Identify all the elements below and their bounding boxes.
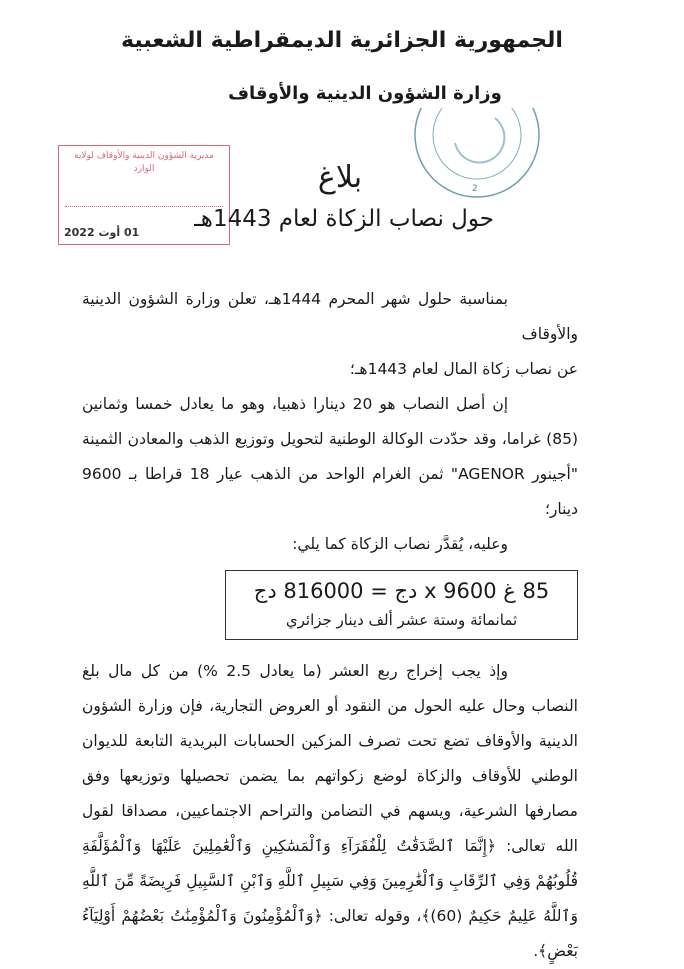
red-stamp-text: مديرية الشؤون الدينية والأوقاف لولاية الوارد <box>74 151 214 174</box>
nisab-calculation-box <box>225 570 578 640</box>
ministry-seal <box>410 108 545 208</box>
document-body <box>82 282 578 969</box>
nisab-formula: 85 غ x 9600 دج = 816000 دج <box>253 579 550 603</box>
paragraph-announcement-line2: عن نصاب زكاة المال لعام 1443هـ؛ <box>349 360 578 378</box>
republic-header: الجمهورية الجزائرية الديمقراطية الشعبية <box>121 28 563 53</box>
paragraph-nisab-origin: إن أصل النصاب هو 20 دينارا ذهبيا، وهو ما يعادل خمسا وثمانين (85) غراما، وقد حدّدت الوكالة الوطنية لتحويل وتوزيع الذهب والمعادن الثمينة "أجينور AGENOR" ثمن الغرام الواحد من الذهب عيار 18 قراطا بـ 9600 دينار؛ <box>82 395 578 518</box>
ministry-header: وزارة الشؤون الدينية والأوقاف <box>228 83 502 104</box>
document-title: بلاغ <box>317 160 363 195</box>
therefore-text: وعليه، يُقدَّر نصاب الزكاة كما يلي: <box>292 535 508 553</box>
paragraph-zakat-accounts: وإذ يجب إخراج ربع العشر (ما يعادل 2.5 %) من كل مال بلغ النصاب وحال عليه الحول من النقود أو العروض التجارية، فإن وزارة الشؤون الدينية والأوقاف تضع تحت تصرف المزكين الحسابات البريدية التابعة للديوان الوطني للأوقاف والزكاة لوضع زكواتهم بما يضمن تحصيلها وتوزيعها وفق مصارفها الشرعية، ويسهم في التضامن والتراحم الاجتماعيين، مصداقا لقول الله تعالى: ﴿إِنَّمَا ٱلصَّدَقَٰتُ لِلْفُقَرَآءِ وَٱلْمَسَٰكِينِ وَٱلْعَٰمِلِينَ عَلَيْهَا وَٱلْمُؤَلَّفَةِ قُلُوبُهُمْ وَفِي ٱلرِّقَابِ وَٱلْغَٰرِمِينَ وَفِي سَبِيلِ ٱللَّهِ وَٱبْنِ ٱلسَّبِيلِ فَرِيضَةً مِّنَ ٱللَّهِ وَٱللَّهُ عَلِيمٌ حَكِيمٌ (60)﴾، وقوله تعالى: ﴿وَٱلْمُؤْمِنُونَ وَٱلْمُؤْمِنَٰتُ بَعْضُهُمْ أَوْلِيَآءُ بَعْضٍ﴾. <box>82 662 578 960</box>
nisab-in-words: ثمانمائة وستة عشر ألف دينار جزائري <box>285 611 518 629</box>
document-subtitle: حول نصاب الزكاة لعام 1443هـ <box>194 206 494 232</box>
paragraph-announcement-line1: بمناسبة حلول شهر المحرم 1444هـ، تعلن وزارة الشؤون الدينية والأوقاف <box>82 290 578 343</box>
seal-number: 2 <box>472 184 478 194</box>
stamp-date: 01 أوت 2022 <box>64 226 140 239</box>
